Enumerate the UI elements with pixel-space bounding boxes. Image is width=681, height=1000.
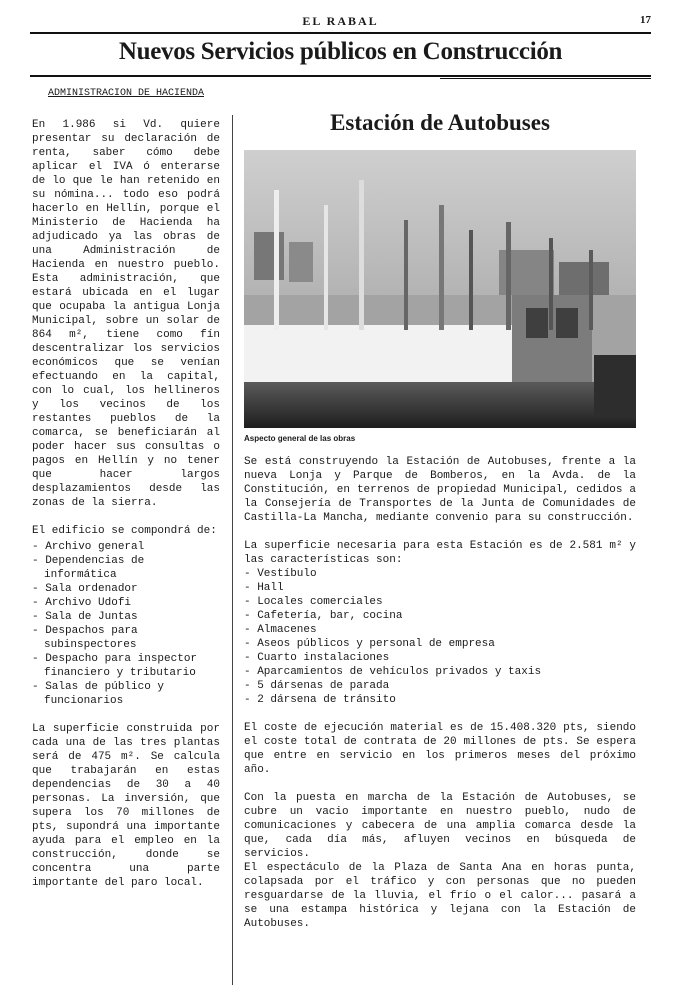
- list-item: - 5 dársenas de parada: [244, 680, 390, 692]
- photo-caption: Aspecto general de las obras: [244, 434, 356, 443]
- list-item: - Salas de público y funcionarios: [32, 681, 165, 707]
- list-item: - Aseos públicos y personal de empresa: [244, 638, 495, 650]
- right-article-paragraph-4: El espectáculo de la Plaza de Santa Ana en horas punta, colapsada por el tráfico y con personas que no pueden resguardarse de la lluvia, el frío o el calor... pasará a se una estampa histórica y lejana con la Estación de Autobuses.: [244, 862, 636, 930]
- page-number: 17: [640, 14, 651, 26]
- list-item: - Cuarto instalaciones: [244, 652, 390, 664]
- right-article-paragraph-1: Se está construyendo la Estación de Autobuses, frente a la nueva Lonja y Parque de Bomberos, en la Avda. de la Constitución, en terrenos de propiedad Municipal, cedidos a la Consejería de Transportes de la Junta de Comunidades de Castilla-La Mancha, mediante convenio para su construcción.: [244, 456, 636, 524]
- list-item: - Despacho para inspector financiero y tributario: [32, 653, 198, 679]
- left-article-paragraph-2: La superficie construida por cada una de las tres plantas será de 475 m². Se calcula que trabajarán en estas dependencias de 30 a 40 personas. La inversión, que supera los 70 millones de pts, supondrá una importante ayuda para el empleo en la construcción, donde se concentra una parte importante del paro local.: [32, 723, 220, 889]
- left-article-list-intro: El edificio se compondrá de:: [32, 525, 217, 537]
- left-article-paragraph-1: En 1.986 si Vd. quiere presentar su declaración de renta, saber cómo debe aplicar el IVA ó enterarse de lo que le han retenido en su nómina... todo eso podrá hacerlo en Hellín, porque el Ministerio de Hacienda ha adjudicado ya las obras de una Administración de Hacienda en nuestro pueblo. Esta administración, que estará ubicada en el lugar que ocupaba la antigua Lonja Municipal, sobre un solar de 864 m², tiene como fín descentralizar los servicios económicos que se venían efectuando en la capital, con lo cual, los hellineros y los vecinos de los restantes pueblos de la comarca, se beneficiarán al poder hacer sus consultas o pagos en Hellín y no tener que hacer largos desplazamientos desde las zonas de la sierra.: [32, 119, 220, 509]
- page-header: [30, 10, 651, 32]
- title-divider: [30, 75, 651, 77]
- building-rooms-list: [32, 540, 220, 708]
- publication-name: EL RABAL: [302, 14, 379, 28]
- list-item: - Cafetería, bar, cocina: [244, 610, 403, 622]
- title-divider-accent: [440, 78, 651, 79]
- list-item: - Sala ordenador: [32, 583, 138, 595]
- list-item: - Hall: [244, 582, 284, 594]
- construction-photo: [244, 150, 636, 428]
- header-divider: [30, 32, 651, 34]
- right-article-body: [244, 455, 636, 931]
- right-article-title: Estación de Autobuses: [330, 110, 550, 135]
- left-article-heading: ADMINISTRACION DE HACIENDA: [47, 88, 205, 99]
- list-item: - Dependencias de informática: [32, 555, 145, 581]
- right-article-paragraph-2: El coste de ejecución material es de 15.408.320 pts, siendo el coste total de contrata de 20 millones de pts. Se espera que entre en servicio en los primeros meses del próximo año.: [244, 722, 636, 776]
- list-item: - Almacenes: [244, 624, 317, 636]
- column-divider: [232, 115, 233, 985]
- station-features-list: [244, 567, 636, 707]
- list-item: - Archivo Udofi: [32, 597, 132, 609]
- list-item: - Vestíbulo: [244, 568, 317, 580]
- left-article: [32, 88, 220, 890]
- list-item: - Aparcamientos de vehículos privados y taxis: [244, 666, 542, 678]
- right-article-list-intro: La superficie necesaria para esta Estación es de 2.581 m² y las características son:: [244, 540, 636, 566]
- list-item: - Archivo general: [32, 541, 145, 553]
- list-item: - Sala de Juntas: [32, 611, 138, 623]
- page-title: Nuevos Servicios públicos en Construcción: [118, 38, 563, 65]
- right-article-paragraph-3: Con la puesta en marcha de la Estación de Autobuses, se cubre un vacio importante en nuestro pueblo, nudo de comunicaciones y cabecera de una amplia comarca desde la que, cada día más, afluyen vecinos en búsqueda de servicios.: [244, 792, 636, 860]
- right-article: [244, 110, 636, 931]
- list-item: - Locales comerciales: [244, 596, 383, 608]
- list-item: - 2 dársena de tránsito: [244, 694, 396, 706]
- list-item: - Despachos para subinspectores: [32, 625, 138, 651]
